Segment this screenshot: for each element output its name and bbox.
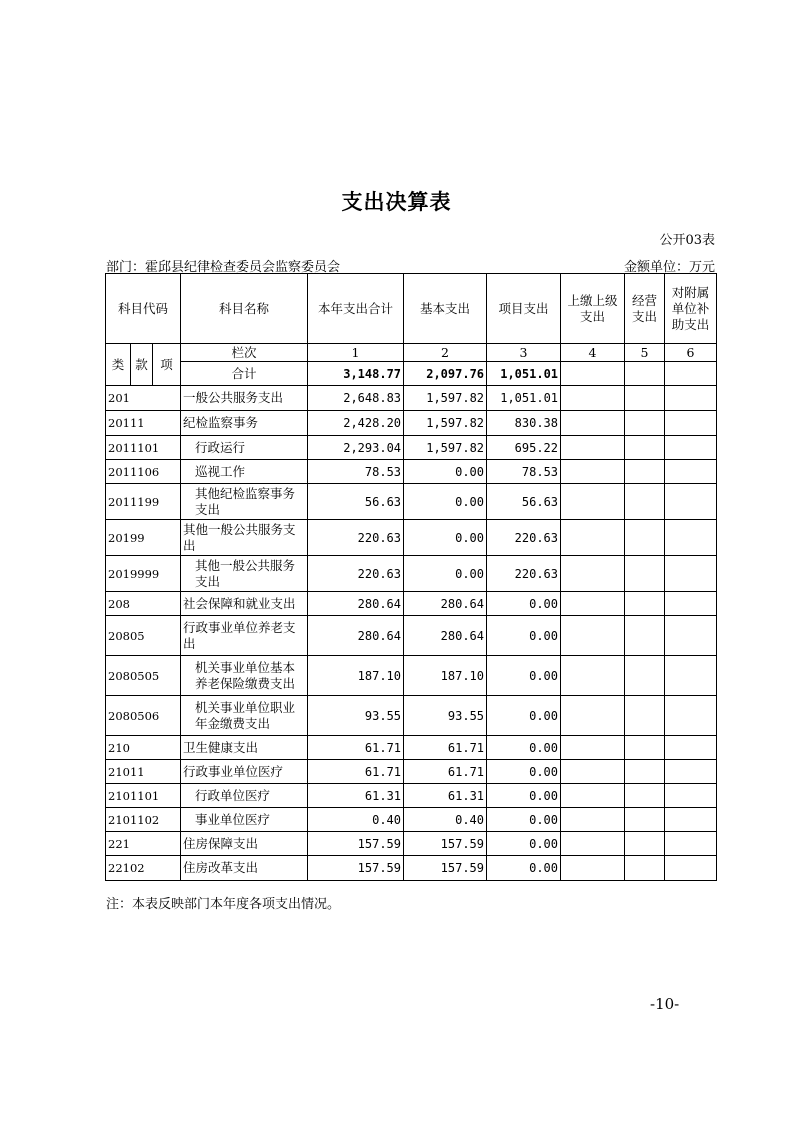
row-name: 其他一般公共服务支出 (181, 556, 308, 592)
row-subsidy (665, 856, 717, 881)
row-upper (561, 520, 625, 556)
row-business (625, 436, 665, 460)
row-code: 21011 (106, 760, 181, 784)
row-project: 78.53 (487, 460, 561, 484)
row-code: 20805 (106, 616, 181, 656)
footnote: 注：本表反映部门本年度各项支出情况。 (106, 897, 341, 912)
row-name: 其他纪检监察事务支出 (181, 484, 308, 520)
header-code: 科目代码 (106, 274, 181, 344)
row-total: 280.64 (308, 616, 404, 656)
row-name: 社会保障和就业支出 (181, 592, 308, 616)
row-basic: 0.00 (404, 484, 487, 520)
row-basic: 61.71 (404, 760, 487, 784)
total-row (106, 362, 717, 386)
column-number-row (106, 344, 717, 362)
row-basic: 0.40 (404, 808, 487, 832)
row-total: 61.71 (308, 760, 404, 784)
row-code: 201 (106, 386, 181, 411)
table-row (106, 520, 717, 556)
header-lanci: 栏次 (181, 344, 308, 362)
row-name: 巡视工作 (181, 460, 308, 484)
header-basic: 基本支出 (404, 274, 487, 344)
row-business (625, 386, 665, 411)
table-row (106, 556, 717, 592)
row-project: 0.00 (487, 784, 561, 808)
row-project: 220.63 (487, 520, 561, 556)
table-row (106, 784, 717, 808)
row-upper (561, 436, 625, 460)
col-number-3: 3 (487, 344, 561, 362)
row-name: 行政事业单位医疗 (181, 760, 308, 784)
row-code: 2011106 (106, 460, 181, 484)
row-upper (561, 411, 625, 436)
row-code: 2101102 (106, 808, 181, 832)
row-business (625, 520, 665, 556)
amount-unit-label: 金额单位：万元 (623, 260, 715, 275)
row-name: 机关事业单位基本养老保险缴费支出 (181, 656, 308, 696)
row-code: 2080506 (106, 696, 181, 736)
header-kuan: 款 (131, 344, 153, 386)
row-basic: 0.00 (404, 460, 487, 484)
row-code: 208 (106, 592, 181, 616)
row-upper (561, 808, 625, 832)
row-business (625, 656, 665, 696)
row-total: 220.63 (308, 520, 404, 556)
row-upper (561, 856, 625, 881)
row-total: 78.53 (308, 460, 404, 484)
header-row (106, 274, 717, 344)
row-business (625, 736, 665, 760)
row-project: 0.00 (487, 760, 561, 784)
row-project: 830.38 (487, 411, 561, 436)
expenditure-table (105, 273, 717, 881)
header-xiang: 项 (153, 344, 181, 386)
row-name: 行政单位医疗 (181, 784, 308, 808)
row-project: 56.63 (487, 484, 561, 520)
table-row (106, 386, 717, 411)
table-row (106, 760, 717, 784)
row-code: 2101101 (106, 784, 181, 808)
row-upper (561, 696, 625, 736)
row-subsidy (665, 784, 717, 808)
header-subsidy: 对附属单位补助支出 (665, 274, 717, 344)
row-upper (561, 592, 625, 616)
row-total: 2,648.83 (308, 386, 404, 411)
row-basic: 280.64 (404, 616, 487, 656)
row-project: 1,051.01 (487, 386, 561, 411)
row-project: 0.00 (487, 616, 561, 656)
row-subsidy (665, 484, 717, 520)
table-row (106, 592, 717, 616)
row-upper (561, 832, 625, 856)
row-upper (561, 736, 625, 760)
row-project: 0.00 (487, 656, 561, 696)
col-number-4: 4 (561, 344, 625, 362)
total-basic: 2,097.76 (404, 362, 487, 386)
row-subsidy (665, 616, 717, 656)
col-number-1: 1 (308, 344, 404, 362)
row-business (625, 784, 665, 808)
row-basic: 0.00 (404, 556, 487, 592)
row-business (625, 808, 665, 832)
row-upper (561, 460, 625, 484)
row-code: 2011199 (106, 484, 181, 520)
row-subsidy (665, 556, 717, 592)
table-row (106, 616, 717, 656)
row-name: 事业单位医疗 (181, 808, 308, 832)
row-code: 221 (106, 832, 181, 856)
table-row (106, 411, 717, 436)
row-subsidy (665, 411, 717, 436)
row-basic: 1,597.82 (404, 436, 487, 460)
row-upper (561, 760, 625, 784)
row-subsidy (665, 656, 717, 696)
row-subsidy (665, 832, 717, 856)
col-number-2: 2 (404, 344, 487, 362)
row-name: 机关事业单位职业年金缴费支出 (181, 696, 308, 736)
table-row (106, 484, 717, 520)
row-project: 695.22 (487, 436, 561, 460)
row-basic: 93.55 (404, 696, 487, 736)
total-business (625, 362, 665, 386)
row-name: 行政运行 (181, 436, 308, 460)
row-code: 2080505 (106, 656, 181, 696)
row-name: 纪检监察事务 (181, 411, 308, 436)
row-total: 0.40 (308, 808, 404, 832)
row-basic: 1,597.82 (404, 386, 487, 411)
row-upper (561, 556, 625, 592)
total-amount: 3,148.77 (308, 362, 404, 386)
row-project: 0.00 (487, 592, 561, 616)
header-upper: 上缴上级支出 (561, 274, 625, 344)
total-upper (561, 362, 625, 386)
row-project: 0.00 (487, 696, 561, 736)
row-total: 187.10 (308, 656, 404, 696)
row-code: 2019999 (106, 556, 181, 592)
row-project: 0.00 (487, 856, 561, 881)
page-title: 支出决算表 (341, 189, 452, 214)
row-basic: 187.10 (404, 656, 487, 696)
row-total: 2,428.20 (308, 411, 404, 436)
row-business (625, 832, 665, 856)
row-subsidy (665, 520, 717, 556)
page-number: -10- (650, 995, 680, 1013)
row-total: 61.71 (308, 736, 404, 760)
row-total: 2,293.04 (308, 436, 404, 460)
row-total: 220.63 (308, 556, 404, 592)
total-label: 合计 (181, 362, 308, 386)
row-total: 157.59 (308, 832, 404, 856)
table-row (106, 436, 717, 460)
row-subsidy (665, 592, 717, 616)
header-project: 项目支出 (487, 274, 561, 344)
row-project: 220.63 (487, 556, 561, 592)
row-upper (561, 484, 625, 520)
col-number-5: 5 (625, 344, 665, 362)
form-number: 公开03表 (659, 233, 715, 248)
row-business (625, 856, 665, 881)
row-subsidy (665, 436, 717, 460)
row-basic: 280.64 (404, 592, 487, 616)
total-project: 1,051.01 (487, 362, 561, 386)
row-total: 56.63 (308, 484, 404, 520)
row-business (625, 616, 665, 656)
row-name: 卫生健康支出 (181, 736, 308, 760)
row-business (625, 556, 665, 592)
row-total: 280.64 (308, 592, 404, 616)
row-basic: 61.31 (404, 784, 487, 808)
table-row (106, 856, 717, 881)
row-basic: 1,597.82 (404, 411, 487, 436)
header-lei: 类 (106, 344, 131, 386)
row-basic: 0.00 (404, 520, 487, 556)
row-basic: 157.59 (404, 832, 487, 856)
table-row (106, 832, 717, 856)
row-project: 0.00 (487, 736, 561, 760)
table-row (106, 736, 717, 760)
row-code: 210 (106, 736, 181, 760)
row-name: 行政事业单位养老支出 (181, 616, 308, 656)
row-project: 0.00 (487, 808, 561, 832)
total-subsidy (665, 362, 717, 386)
row-total: 61.31 (308, 784, 404, 808)
row-subsidy (665, 696, 717, 736)
row-business (625, 592, 665, 616)
row-code: 22102 (106, 856, 181, 881)
row-upper (561, 386, 625, 411)
table-row (106, 808, 717, 832)
row-name: 其他一般公共服务支出 (181, 520, 308, 556)
row-total: 157.59 (308, 856, 404, 881)
row-project: 0.00 (487, 832, 561, 856)
table-row (106, 460, 717, 484)
col-number-6: 6 (665, 344, 717, 362)
row-basic: 61.71 (404, 736, 487, 760)
row-code: 20111 (106, 411, 181, 436)
row-total: 93.55 (308, 696, 404, 736)
row-upper (561, 616, 625, 656)
row-subsidy (665, 736, 717, 760)
row-code: 2011101 (106, 436, 181, 460)
department-label: 部门：霍邱县纪律检查委员会监察委员会 (106, 260, 341, 275)
row-business (625, 760, 665, 784)
header-name: 科目名称 (181, 274, 308, 344)
row-subsidy (665, 460, 717, 484)
row-name: 住房改革支出 (181, 856, 308, 881)
row-business (625, 484, 665, 520)
row-subsidy (665, 808, 717, 832)
row-name: 住房保障支出 (181, 832, 308, 856)
row-business (625, 411, 665, 436)
row-subsidy (665, 760, 717, 784)
row-subsidy (665, 386, 717, 411)
row-basic: 157.59 (404, 856, 487, 881)
row-business (625, 460, 665, 484)
row-upper (561, 784, 625, 808)
row-name: 一般公共服务支出 (181, 386, 308, 411)
header-total: 本年支出合计 (308, 274, 404, 344)
row-business (625, 696, 665, 736)
row-code: 20199 (106, 520, 181, 556)
table-row (106, 656, 717, 696)
row-upper (561, 656, 625, 696)
header-business: 经营支出 (625, 274, 665, 344)
table-row (106, 696, 717, 736)
